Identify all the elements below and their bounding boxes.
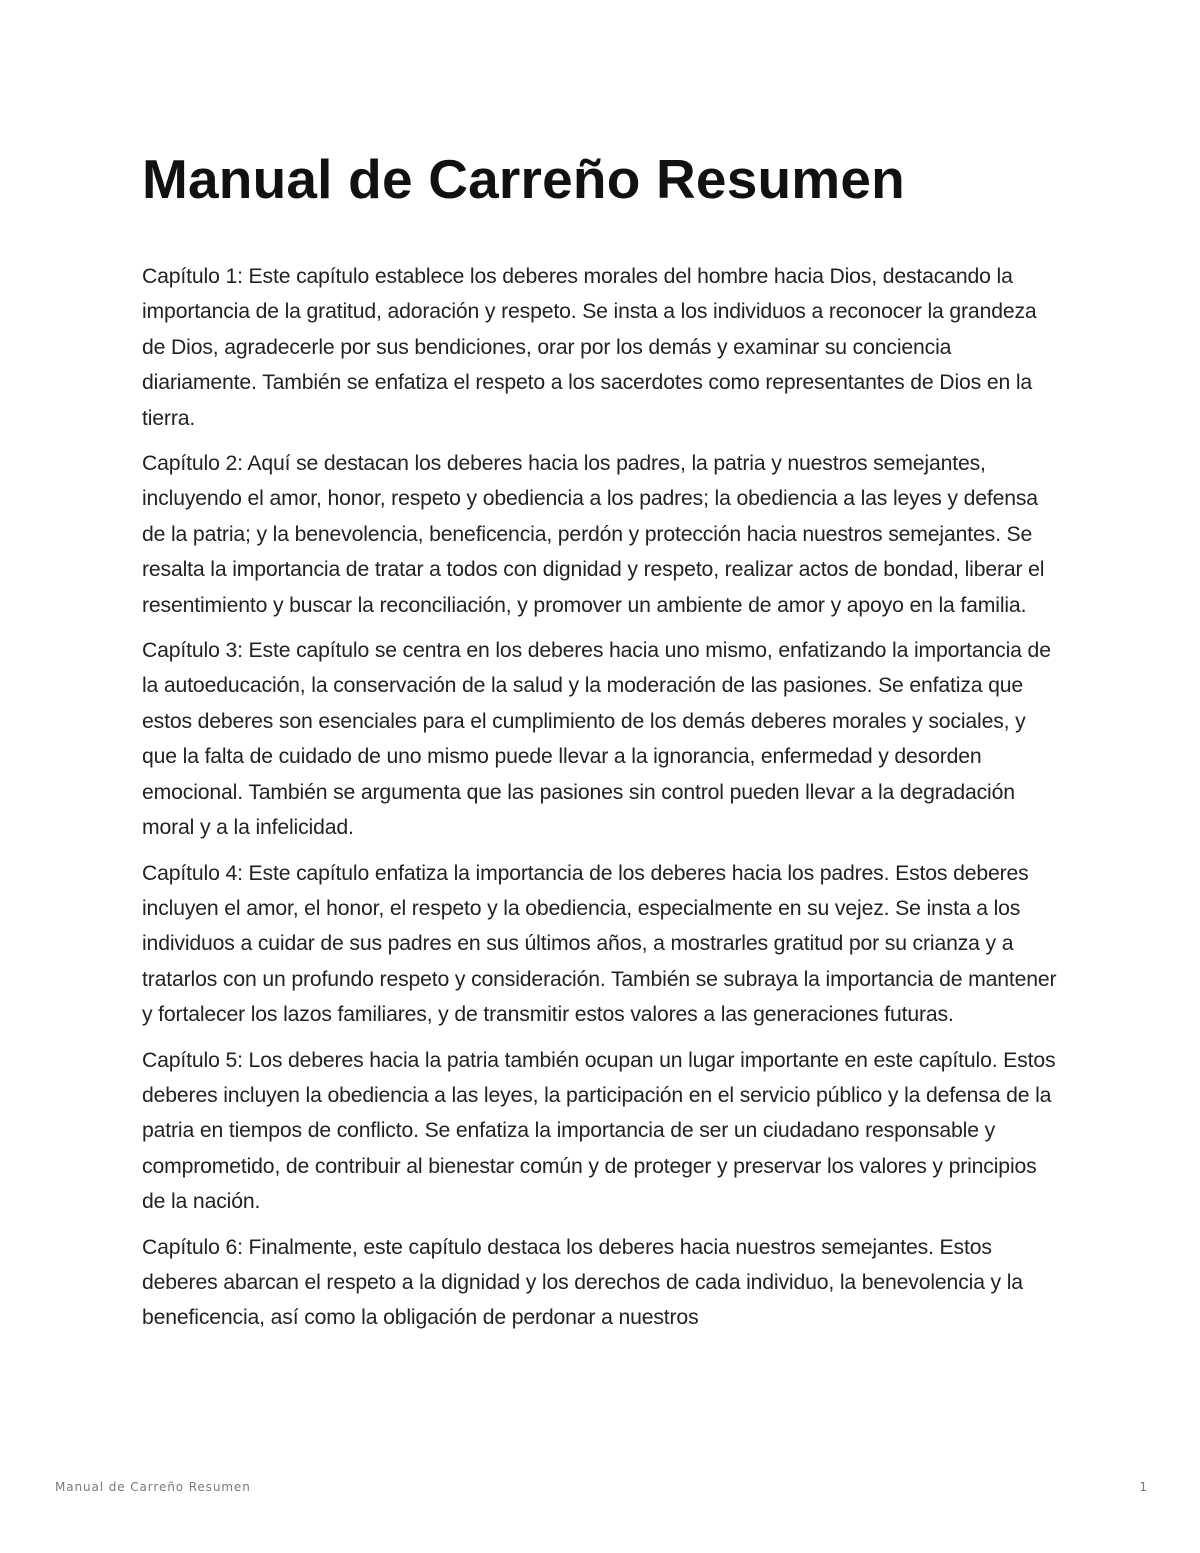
chapter-4-paragraph: Capítulo 4: Este capítulo enfatiza la importancia de los deberes hacia los padres. Estos deberes incluyen el amor, el honor, el respeto y la obediencia, especialmente en su vejez. Se insta a los individuos a cuidar de sus padres en sus últimos años, a mostrarles gratitud por su crianza y a tratarlos con un profundo respeto y consideración. También se subraya la importancia de mantener y fortalecer los lazos familiares, y de transmitir estos valores a las generaciones futuras.: [142, 861, 1057, 1027]
page-title: Manual de Carreño Resumen: [142, 148, 905, 210]
chapter-6-paragraph: Capítulo 6: Finalmente, este capítulo destaca los deberes hacia nuestros semejantes. Estos deberes abarcan el respeto a la dignidad y los derechos de cada individuo, la benevolencia y la beneficencia, así como la obligación de perdonar a nuestros: [142, 1235, 1023, 1330]
chapter-3-paragraph: Capítulo 3: Este capítulo se centra en los deberes hacia uno mismo, enfatizando la importancia de la autoeducación, la conservación de la salud y la moderación de las pasiones. Se enfatiza que estos deberes son esenciales para el cumplimiento de los demás deberes morales y sociales, y que la falta de cuidado de uno mismo puede llevar a la ignorancia, enfermedad y desorden emocional. También se argumenta que las pasiones sin control pueden llevar a la degradación moral y a la infelicidad.: [142, 639, 1051, 840]
document-body: [142, 146, 1062, 1346]
footer-title: Manual de Carreño Resumen: [55, 1480, 251, 1494]
page-number: 1: [1139, 1480, 1148, 1494]
chapter-1-paragraph: Capítulo 1: Este capítulo establece los deberes morales del hombre hacia Dios, destacando la importancia de la gratitud, adoración y respeto. Se insta a los individuos a reconocer la grandeza de Dios, agradecerle por sus bendiciones, orar por los demás y examinar su conciencia diariamente. También se enfatiza el respeto a los sacerdotes como representantes de Dios en la tierra.: [142, 265, 1037, 430]
page-footer: [55, 1480, 1148, 1500]
chapters-section: [142, 259, 1062, 1336]
chapter-2-paragraph: Capítulo 2: Aquí se destacan los deberes hacia los padres, la patria y nuestros semejantes, incluyendo el amor, honor, respeto y obediencia a los padres; la obediencia a las leyes y defensa de la patria; y la benevolencia, beneficencia, perdón y protección hacia nuestros semejantes. Se resalta la importancia de tratar a todos con dignidad y respeto, realizar actos de bondad, liberar el resentimiento y buscar la reconciliación, y promover un ambiente de amor y apoyo en la familia.: [142, 452, 1045, 617]
chapter-5-paragraph: Capítulo 5: Los deberes hacia la patria también ocupan un lugar importante en este capítulo. Estos deberes incluyen la obediencia a las leyes, la participación en el servicio público y la defensa de la patria en tiempos de conflicto. Se enfatiza la importancia de ser un ciudadano responsable y comprometido, de contribuir al bienestar común y de proteger y preservar los valores y principios de la nación.: [142, 1048, 1056, 1214]
